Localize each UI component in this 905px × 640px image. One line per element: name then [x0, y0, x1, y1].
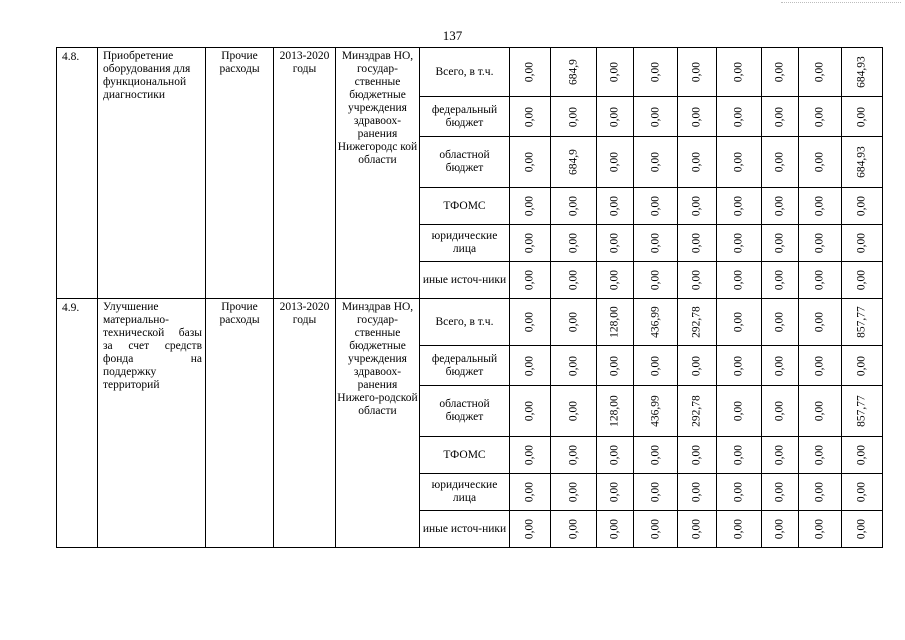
funding-source-label: иные источ-ники — [420, 511, 510, 548]
value-cell — [551, 511, 597, 548]
value-cell — [678, 188, 717, 225]
value-text: 0,00 — [523, 311, 536, 333]
value-text: 0,00 — [523, 481, 536, 503]
value-text: 0,00 — [773, 269, 786, 291]
value-cell — [597, 137, 634, 188]
value-cell — [717, 346, 762, 386]
value-text: 0,00 — [649, 151, 661, 173]
value-text: 436,99 — [649, 395, 661, 427]
value-cell — [551, 262, 597, 299]
value-cell — [634, 346, 678, 386]
value-text: 0,00 — [855, 195, 868, 217]
value-text: 0,00 — [773, 232, 786, 254]
value-text: 0,00 — [813, 518, 826, 540]
value-cell — [717, 188, 762, 225]
value-cell — [597, 511, 634, 548]
value-text: 0,00 — [813, 400, 826, 422]
value-text: 292,78 — [690, 306, 703, 338]
value-text: 0,00 — [732, 269, 745, 291]
value-cell — [551, 474, 597, 511]
value-cell — [597, 474, 634, 511]
value-cell — [799, 437, 842, 474]
value-cell — [634, 97, 678, 137]
value-text: 0,00 — [855, 444, 868, 466]
value-cell — [842, 137, 883, 188]
value-cell — [678, 437, 717, 474]
funding-source-label: юридические лица — [420, 225, 510, 262]
value-cell — [717, 97, 762, 137]
value-cell — [717, 137, 762, 188]
value-cell — [678, 386, 717, 437]
value-text: 0,00 — [773, 106, 786, 127]
value-text: 0,00 — [523, 400, 536, 422]
value-text: 0,00 — [649, 518, 661, 540]
value-text: 0,00 — [732, 518, 745, 540]
value-text: 0,00 — [773, 518, 786, 540]
funding-source-label: областной бюджет — [420, 137, 510, 188]
value-text: 0,00 — [732, 195, 745, 217]
value-cell — [799, 225, 842, 262]
value-text: 0,00 — [732, 355, 745, 376]
value-text: 0,00 — [813, 269, 826, 291]
value-cell — [799, 386, 842, 437]
value-text: 0,00 — [523, 195, 536, 217]
value-text: 0,00 — [855, 481, 868, 503]
value-cell — [799, 511, 842, 548]
item-number: 4.9. — [57, 299, 98, 548]
value-cell — [510, 511, 551, 548]
value-cell — [597, 225, 634, 262]
value-text: 128,00 — [608, 306, 621, 338]
item-name: Приобретение оборудования для функциональной диагностики — [98, 48, 206, 299]
value-cell — [510, 299, 551, 346]
value-text: 0,00 — [773, 481, 786, 503]
value-text: 0,00 — [608, 355, 621, 376]
value-cell — [634, 511, 678, 548]
value-text: 0,00 — [608, 232, 621, 254]
value-cell — [597, 188, 634, 225]
value-cell — [717, 386, 762, 437]
value-text: 0,00 — [608, 444, 621, 466]
value-cell — [799, 137, 842, 188]
value-text: 436,99 — [649, 306, 661, 338]
value-cell — [510, 437, 551, 474]
value-text: 0,00 — [649, 444, 661, 466]
table-row — [57, 48, 883, 97]
value-text: 0,00 — [649, 355, 661, 376]
value-cell — [510, 188, 551, 225]
value-cell — [799, 48, 842, 97]
value-cell — [510, 474, 551, 511]
value-cell — [799, 474, 842, 511]
value-text: 0,00 — [813, 311, 826, 333]
value-text: 0,00 — [732, 400, 745, 422]
value-cell — [842, 474, 883, 511]
value-text: 0,00 — [567, 481, 579, 503]
value-text: 0,00 — [732, 61, 745, 83]
value-cell — [762, 262, 799, 299]
value-cell — [510, 97, 551, 137]
value-text: 0,00 — [567, 269, 579, 291]
value-text: 0,00 — [608, 269, 621, 291]
value-cell — [678, 511, 717, 548]
value-text: 0,00 — [813, 151, 826, 173]
value-text: 0,00 — [649, 269, 661, 291]
value-text: 0,00 — [608, 195, 621, 217]
value-cell — [678, 474, 717, 511]
value-text: 0,00 — [649, 232, 661, 254]
value-cell — [510, 346, 551, 386]
value-text: 0,00 — [690, 195, 703, 217]
value-text: 0,00 — [773, 355, 786, 376]
value-text: 0,00 — [813, 195, 826, 217]
value-text: 0,00 — [608, 61, 621, 83]
value-text: 0,00 — [813, 61, 826, 83]
value-text: 0,00 — [773, 195, 786, 217]
value-cell — [762, 48, 799, 97]
value-cell — [551, 225, 597, 262]
value-cell — [842, 262, 883, 299]
value-text: 0,00 — [690, 232, 703, 254]
period-years: 2013-2020 годы — [274, 48, 336, 299]
value-text: 0,00 — [649, 195, 661, 217]
value-cell — [762, 137, 799, 188]
value-text: 0,00 — [523, 106, 536, 127]
value-text: 0,00 — [690, 518, 703, 540]
funding-source-label: областной бюджет — [420, 386, 510, 437]
executor: Минздрав НО, государ-ственные бюджетные учреждения здравоох-ранения Нижегородс кой области — [336, 48, 420, 299]
value-cell — [634, 437, 678, 474]
value-cell — [762, 437, 799, 474]
value-cell — [799, 188, 842, 225]
value-text: 0,00 — [732, 311, 745, 333]
value-cell — [510, 225, 551, 262]
executor: Минздрав НО, государ-ственные бюджетные учреждения здравоох-ранения Нижего-родской области — [336, 299, 420, 548]
value-text: 0,00 — [567, 232, 579, 254]
funding-source-label: Всего, в т.ч. — [420, 48, 510, 97]
value-cell — [510, 262, 551, 299]
value-text: 0,00 — [523, 518, 536, 540]
page-number: 137 — [442, 28, 463, 43]
value-cell — [842, 97, 883, 137]
value-text: 0,00 — [773, 400, 786, 422]
value-cell — [510, 48, 551, 97]
value-cell — [597, 346, 634, 386]
funding-source-label: федеральный бюджет — [420, 346, 510, 386]
value-cell — [510, 386, 551, 437]
value-text: 0,00 — [813, 106, 826, 127]
value-cell — [762, 386, 799, 437]
value-text: 0,00 — [523, 151, 536, 173]
value-cell — [717, 48, 762, 97]
value-text: 0,00 — [567, 311, 579, 333]
value-cell — [510, 137, 551, 188]
value-cell — [597, 262, 634, 299]
value-text: 0,00 — [773, 151, 786, 173]
value-cell — [597, 48, 634, 97]
value-cell — [842, 299, 883, 346]
value-text: 0,00 — [813, 355, 826, 376]
value-text: 0,00 — [773, 311, 786, 333]
value-cell — [597, 437, 634, 474]
value-cell — [842, 225, 883, 262]
value-cell — [551, 97, 597, 137]
value-text: 857,77 — [855, 306, 868, 338]
value-cell — [634, 299, 678, 346]
period-years: 2013-2020 годы — [274, 299, 336, 548]
value-text: 684,93 — [855, 56, 868, 88]
value-cell — [597, 97, 634, 137]
value-cell — [551, 437, 597, 474]
value-cell — [717, 474, 762, 511]
value-cell — [634, 386, 678, 437]
value-cell — [717, 225, 762, 262]
value-cell — [551, 299, 597, 346]
value-cell — [799, 346, 842, 386]
value-text: 0,00 — [567, 106, 579, 127]
value-text: 0,00 — [690, 355, 703, 376]
value-cell — [762, 511, 799, 548]
value-cell — [717, 437, 762, 474]
value-text: 0,00 — [813, 444, 826, 466]
value-text: 0,00 — [523, 444, 536, 466]
value-text: 0,00 — [608, 151, 621, 173]
value-cell — [551, 188, 597, 225]
item-number: 4.8. — [57, 48, 98, 299]
value-text: 128,00 — [608, 395, 621, 427]
value-cell — [634, 225, 678, 262]
value-cell — [634, 262, 678, 299]
value-text: 0,00 — [690, 61, 703, 83]
value-cell — [597, 299, 634, 346]
value-text: 0,00 — [690, 151, 703, 173]
value-text: 0,00 — [732, 481, 745, 503]
value-text: 0,00 — [855, 232, 868, 254]
value-text: 0,00 — [773, 61, 786, 83]
value-text: 857,77 — [855, 395, 868, 427]
value-text: 0,00 — [690, 444, 703, 466]
expense-type: Прочие расходы — [206, 299, 274, 548]
value-text: 0,00 — [523, 269, 536, 291]
value-cell — [551, 346, 597, 386]
value-text: 0,00 — [649, 106, 661, 127]
value-cell — [678, 225, 717, 262]
value-cell — [678, 299, 717, 346]
value-text: 0,00 — [523, 232, 536, 254]
value-cell — [842, 188, 883, 225]
value-cell — [842, 346, 883, 386]
value-cell — [634, 188, 678, 225]
value-cell — [842, 48, 883, 97]
funding-source-label: ТФОМС — [420, 188, 510, 225]
value-text: 684,9 — [567, 59, 579, 85]
funding-source-label: федеральный бюджет — [420, 97, 510, 137]
value-cell — [634, 137, 678, 188]
table-row — [57, 299, 883, 346]
value-text: 0,00 — [649, 481, 661, 503]
funding-source-label: юридические лица — [420, 474, 510, 511]
value-cell — [597, 386, 634, 437]
value-cell — [762, 346, 799, 386]
value-cell — [634, 474, 678, 511]
value-text: 0,00 — [608, 106, 621, 127]
value-text: 0,00 — [732, 106, 745, 127]
value-text: 0,00 — [567, 518, 579, 540]
value-cell — [551, 137, 597, 188]
item-name: Улучшение материально-технической базы за счет средств фонда на поддержку территорий — [98, 299, 206, 548]
value-text: 0,00 — [567, 400, 579, 422]
value-text: 0,00 — [608, 481, 621, 503]
value-cell — [678, 137, 717, 188]
value-text: 0,00 — [855, 518, 868, 540]
expense-type: Прочие расходы — [206, 48, 274, 299]
value-cell — [717, 511, 762, 548]
value-text: 0,00 — [567, 444, 579, 466]
value-cell — [678, 48, 717, 97]
value-text: 0,00 — [732, 444, 745, 466]
value-cell — [678, 97, 717, 137]
value-cell — [842, 437, 883, 474]
value-cell — [551, 48, 597, 97]
value-text: 0,00 — [690, 269, 703, 291]
value-cell — [717, 262, 762, 299]
value-cell — [717, 299, 762, 346]
value-cell — [762, 474, 799, 511]
value-text: 292,78 — [690, 395, 703, 427]
value-cell — [762, 225, 799, 262]
value-text: 0,00 — [523, 61, 536, 83]
value-cell — [799, 97, 842, 137]
funding-source-label: ТФОМС — [420, 437, 510, 474]
value-cell — [762, 299, 799, 346]
value-cell — [634, 48, 678, 97]
value-text: 0,00 — [732, 151, 745, 173]
value-text: 0,00 — [855, 106, 868, 127]
value-text: 0,00 — [567, 195, 579, 217]
value-text: 0,00 — [567, 355, 579, 376]
value-text: 0,00 — [523, 355, 536, 376]
value-text: 0,00 — [690, 106, 703, 127]
value-cell — [551, 386, 597, 437]
value-cell — [762, 188, 799, 225]
budget-table — [56, 47, 883, 548]
value-text: 0,00 — [690, 481, 703, 503]
value-cell — [678, 262, 717, 299]
value-text: 0,00 — [649, 61, 661, 83]
value-cell — [842, 386, 883, 437]
value-text: 0,00 — [855, 269, 868, 291]
value-text: 0,00 — [608, 518, 621, 540]
funding-source-label: иные источ-ники — [420, 262, 510, 299]
value-cell — [799, 299, 842, 346]
value-text: 0,00 — [773, 444, 786, 466]
value-cell — [799, 262, 842, 299]
value-text: 0,00 — [813, 481, 826, 503]
value-cell — [842, 511, 883, 548]
value-cell — [678, 346, 717, 386]
value-text: 684,9 — [567, 149, 579, 175]
value-text: 0,00 — [855, 355, 868, 376]
funding-source-label: Всего, в т.ч. — [420, 299, 510, 346]
value-text: 684,93 — [855, 146, 868, 178]
scan-edge-marks — [781, 2, 901, 7]
value-cell — [762, 97, 799, 137]
value-text: 0,00 — [813, 232, 826, 254]
value-text: 0,00 — [732, 232, 745, 254]
